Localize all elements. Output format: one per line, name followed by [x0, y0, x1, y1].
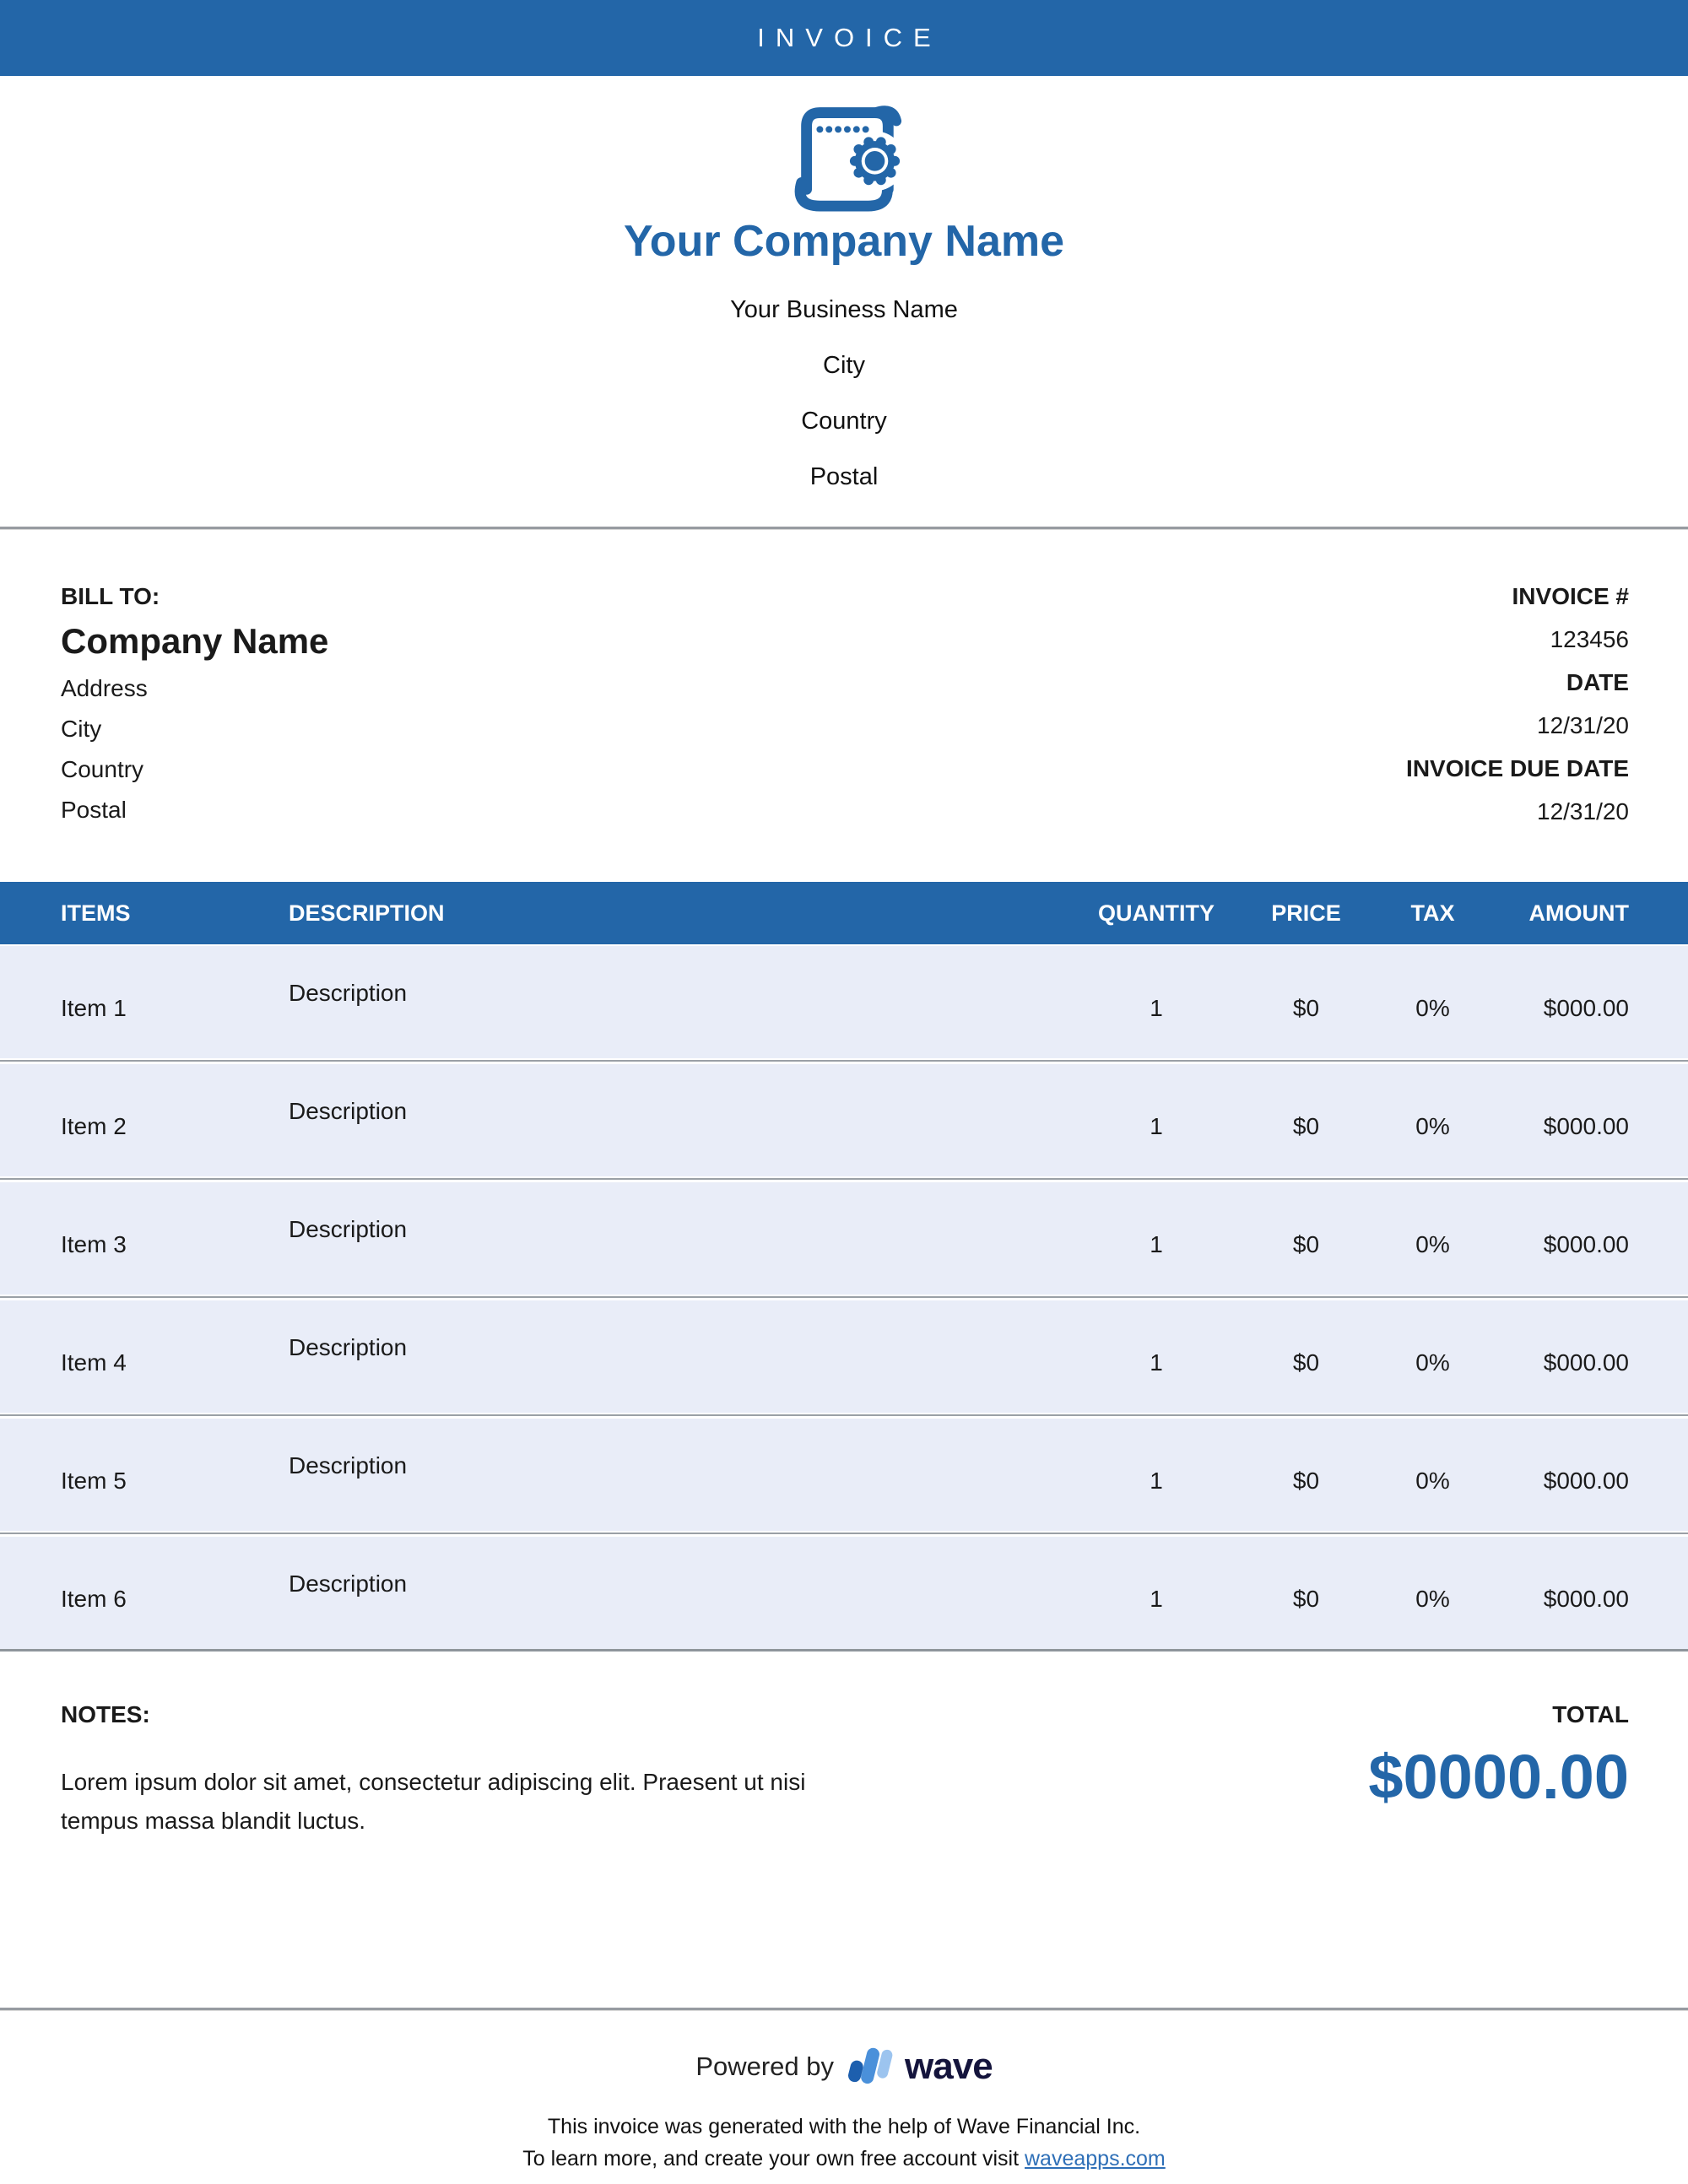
company-business-name: Your Business Name [730, 296, 958, 323]
bill-to-city: City [61, 716, 102, 742]
bill-to-country: Country [61, 756, 144, 782]
banner-title: INVOICE [757, 23, 942, 52]
footer-line2-text: To learn more, and create your own free account visit [522, 2147, 1025, 2170]
company-header [0, 76, 1688, 489]
amount-cell: $000.00 [1543, 1113, 1629, 1139]
description-cell: Description [289, 1098, 408, 1124]
quantity-cell: 1 [1150, 1113, 1163, 1139]
invoice-due-date-label: INVOICE DUE DATE [1406, 755, 1629, 781]
quantity-cell: 1 [1150, 1586, 1163, 1612]
price-cell: $0 [1292, 1349, 1320, 1376]
item-cell: Item 3 [61, 1231, 127, 1257]
invoice-number-label: INVOICE # [1512, 583, 1629, 609]
price-cell: $0 [1292, 1586, 1320, 1612]
bill-to-block [61, 582, 328, 826]
description-cell: Description [289, 1216, 408, 1242]
price-cell: $0 [1292, 1113, 1320, 1139]
invoice-number-value: 123456 [1550, 626, 1629, 652]
company-country: Country [801, 408, 887, 435]
tax-cell: 0% [1415, 1468, 1450, 1494]
table-row [0, 1537, 1688, 1649]
bill-to-company-name: Company Name [61, 621, 329, 661]
header-quantity: QUANTITY [1098, 900, 1215, 926]
document-certificate-icon [0, 88, 1688, 213]
item-cell: Item 5 [61, 1468, 127, 1494]
footer-line1: This invoice was generated with the help of Wave Financial Inc. [547, 2115, 1141, 2138]
description-cell: Description [289, 980, 408, 1006]
header-items: ITEMS [61, 900, 131, 926]
amount-cell: $000.00 [1543, 1468, 1629, 1494]
powered-by-row [0, 2045, 1688, 2089]
amount-cell: $000.00 [1543, 1349, 1629, 1376]
bill-to-label: BILL TO: [61, 583, 160, 609]
tax-cell: 0% [1415, 1586, 1450, 1612]
table-row [0, 1419, 1688, 1531]
total-block [1368, 1700, 1629, 1841]
price-cell: $0 [1292, 1231, 1320, 1257]
line-items-table [0, 882, 1688, 1652]
table-row [0, 946, 1688, 1058]
table-header-row [0, 882, 1688, 944]
invoice-due-date-value: 12/31/20 [1537, 798, 1629, 824]
price-cell: $0 [1292, 995, 1320, 1021]
price-cell: $0 [1292, 1468, 1320, 1494]
description-cell: Description [289, 1570, 408, 1597]
item-cell: Item 2 [61, 1113, 127, 1139]
tax-cell: 0% [1415, 1113, 1450, 1139]
description-cell: Description [289, 1334, 408, 1360]
header-tax: TAX [1410, 900, 1455, 926]
description-cell: Description [289, 1452, 408, 1479]
tax-cell: 0% [1415, 1349, 1450, 1376]
quantity-cell: 1 [1150, 1349, 1163, 1376]
quantity-cell: 1 [1150, 995, 1163, 1021]
waveapps-link[interactable]: waveapps.com [1025, 2147, 1166, 2170]
table-row [0, 1300, 1688, 1413]
total-amount: $0000.00 [1368, 1742, 1629, 1812]
company-postal: Postal [809, 463, 879, 490]
powered-by-label: Powered by [695, 2052, 835, 2081]
header-amount: AMOUNT [1528, 900, 1629, 926]
invoice-date-label: DATE [1566, 669, 1629, 695]
section-divider-bottom [0, 2008, 1688, 2011]
amount-cell: $000.00 [1543, 1231, 1629, 1257]
tax-cell: 0% [1415, 995, 1450, 1021]
table-row [0, 1064, 1688, 1176]
notes-label: NOTES: [61, 1701, 150, 1727]
company-name: Your Company Name [623, 217, 1065, 266]
footer-line2 [0, 2143, 1688, 2175]
header-price: PRICE [1271, 900, 1341, 926]
bill-to-address: Address [61, 675, 148, 701]
item-cell: Item 4 [61, 1349, 127, 1376]
table-row [0, 1182, 1688, 1295]
wave-logo-icon [846, 2045, 893, 2089]
notes-text: Lorem ipsum dolor sit amet, consectetur adipiscing elit. Praesent ut nisi tempus massa blandit luctus. [61, 1769, 806, 1834]
total-label: TOTAL [1552, 1701, 1629, 1727]
footer-fineprint [0, 2111, 1688, 2175]
page-footer [0, 2045, 1688, 2175]
amount-cell: $000.00 [1543, 995, 1629, 1021]
bill-to-postal: Postal [61, 797, 127, 823]
company-city: City [823, 352, 865, 379]
table-body [0, 946, 1688, 1652]
header-description: DESCRIPTION [289, 900, 445, 926]
billing-section [0, 530, 1688, 826]
quantity-cell: 1 [1150, 1231, 1163, 1257]
amount-cell: $000.00 [1543, 1586, 1629, 1612]
tax-cell: 0% [1415, 1231, 1450, 1257]
invoice-meta-block [1406, 582, 1629, 826]
item-cell: Item 6 [61, 1586, 127, 1612]
notes-block [61, 1700, 888, 1841]
invoice-date-value: 12/31/20 [1537, 712, 1629, 738]
quantity-cell: 1 [1150, 1468, 1163, 1494]
wave-wordmark: wave [905, 2046, 993, 2087]
summary-section [0, 1652, 1688, 1841]
invoice-banner [0, 0, 1688, 76]
item-cell: Item 1 [61, 995, 127, 1021]
